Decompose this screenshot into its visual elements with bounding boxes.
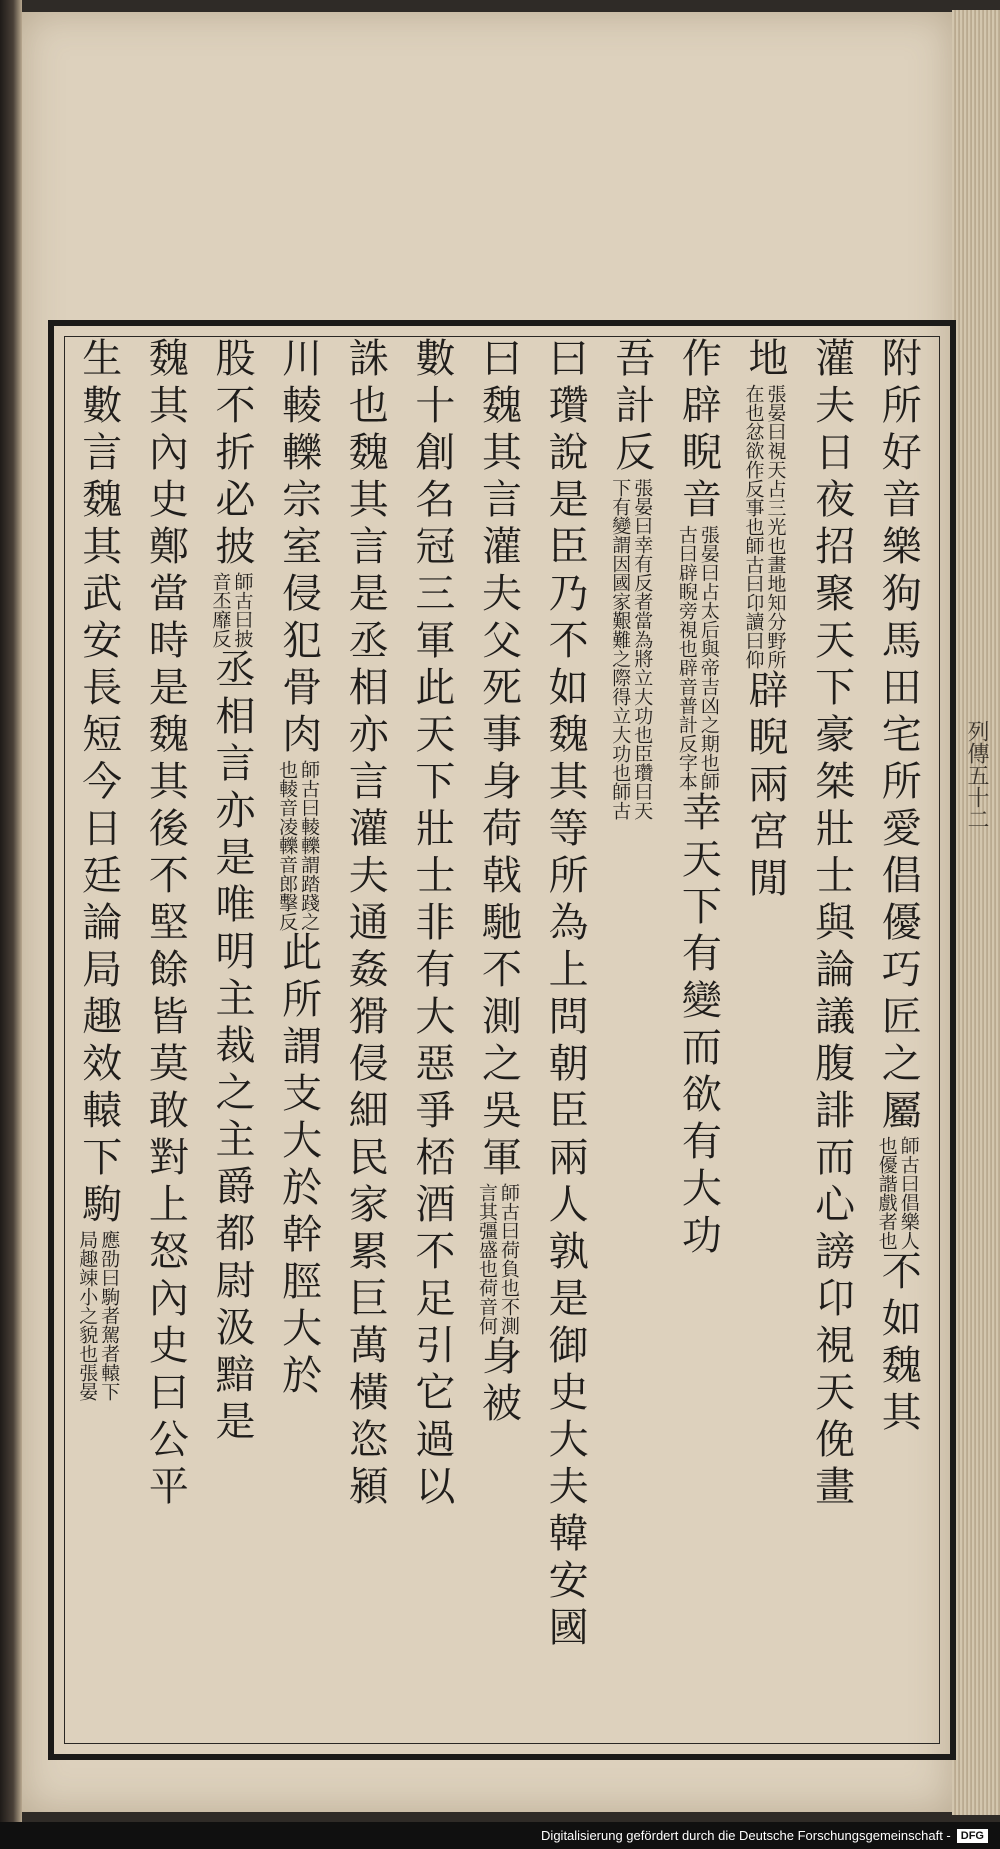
column-commentary bbox=[609, 478, 653, 820]
column-main-text-continued: 不如魏其 bbox=[875, 1250, 921, 1438]
column-main-text: 數十創名冠三軍此天下壯士非有大惡爭桮酒不足引它過以 bbox=[408, 337, 455, 1512]
column-main-text: 誅也魏其言是丞相亦言灌夫通姦猾侵細民家累巨萬橫恣潁 bbox=[342, 337, 388, 1512]
column-main-text: 川輘轢宗室侵犯骨肉 bbox=[275, 337, 322, 760]
column-main-text: 股不折必披 bbox=[209, 337, 255, 572]
text-column bbox=[808, 337, 854, 1743]
text-column bbox=[75, 337, 121, 1743]
column-main-text-continued: 幸天下有變而欲有大功 bbox=[675, 791, 721, 1261]
column-main-text: 地 bbox=[741, 337, 788, 384]
column-main-text-continued: 此所謂支大於幹脛大於 bbox=[275, 931, 322, 1401]
column-main-text-continued: 辟睨兩宮閒 bbox=[741, 669, 788, 904]
commentary-line: 也優諧戲者也 bbox=[875, 1136, 898, 1250]
column-commentary bbox=[76, 1230, 120, 1401]
commentary-line: 張晏曰幸有反者當為將立大功也臣瓚曰天 bbox=[631, 478, 654, 820]
column-commentary bbox=[676, 525, 720, 791]
text-column bbox=[608, 337, 654, 1743]
column-main-text-continued: 臣乃不如魏其等所為上問朝臣兩人孰是御史大夫韓安國 bbox=[542, 525, 588, 1653]
column-main-text: 生數言魏其武安長短今日廷論局趣效轅下駒 bbox=[75, 337, 122, 1230]
text-column bbox=[209, 337, 255, 1743]
commentary-line: 師古曰輘轢謂踏踐之 bbox=[298, 760, 321, 931]
commentary-line: 張晏曰視天占三光也畫地知分野所 bbox=[764, 384, 787, 669]
text-frame-inner bbox=[64, 336, 940, 1744]
column-main-text: 附所好音樂狗馬田宅所愛倡優巧匠之屬 bbox=[875, 337, 921, 1136]
column-main-text: 作辟睨音 bbox=[675, 337, 721, 525]
text-column bbox=[342, 337, 388, 1743]
text-column bbox=[275, 337, 321, 1743]
column-main-text: 吾計反 bbox=[608, 337, 655, 478]
commentary-line: 古曰辟睨旁視也辟音普計反字本 bbox=[675, 525, 698, 791]
commentary-line: 局趣竦小之貌也張晏 bbox=[76, 1230, 99, 1401]
column-commentary bbox=[210, 572, 254, 648]
commentary-line: 也輘音凌轢音郎擊反 bbox=[276, 760, 299, 931]
footer-bar bbox=[0, 1822, 1000, 1849]
column-main-text-continued: 丞相言亦是唯明主裁之主爵都尉汲黯是 bbox=[209, 648, 255, 1447]
footer-credit: Digitalisierung gefördert durch die Deutsche Forschungsgemeinschaft - bbox=[541, 1828, 951, 1843]
commentary-line: 師古曰荷負也不測 bbox=[498, 1183, 520, 1335]
commentary-line: 在也忿欲作反事也師古曰卬讀曰仰 bbox=[742, 384, 765, 669]
column-main-text: 曰瓚說是 bbox=[542, 337, 588, 525]
text-column bbox=[875, 337, 921, 1743]
text-column bbox=[475, 337, 521, 1743]
commentary-line: 下有變謂因國家艱難之際得立大功也師古 bbox=[609, 478, 632, 820]
commentary-line: 應劭曰駒者駕者轅下 bbox=[98, 1230, 121, 1401]
column-commentary bbox=[276, 760, 320, 931]
column-commentary bbox=[476, 1183, 520, 1335]
book-spine-edge bbox=[0, 0, 22, 1849]
text-column bbox=[142, 337, 188, 1743]
column-main-text: 灌夫日夜招聚天下豪桀壯士與論議腹誹而心謗卬視天俛畫 bbox=[808, 337, 855, 1512]
text-frame bbox=[48, 320, 956, 1760]
text-column bbox=[542, 337, 588, 1743]
column-commentary bbox=[742, 384, 786, 669]
chapter-side-mark: 列傳五十二 bbox=[964, 720, 989, 830]
commentary-line: 張晏曰占太后與帝吉凶之期也師 bbox=[697, 525, 720, 791]
commentary-line: 言其彊盛也荷音何 bbox=[476, 1183, 498, 1335]
column-main-text-continued: 身被 bbox=[475, 1335, 521, 1429]
commentary-line: 音丕靡反 bbox=[209, 572, 232, 648]
column-commentary bbox=[876, 1136, 920, 1250]
text-column bbox=[408, 337, 454, 1743]
dfg-logo: DFG bbox=[957, 1829, 988, 1843]
text-column bbox=[741, 337, 787, 1743]
page-stack-edge bbox=[952, 10, 1000, 1815]
text-column bbox=[675, 337, 721, 1743]
column-main-text: 曰魏其言灌夫父死事身荷戟馳不測之吳軍 bbox=[475, 337, 521, 1183]
commentary-line: 師古曰倡樂人 bbox=[897, 1136, 920, 1250]
column-main-text: 魏其內史鄭當時是魏其後不堅餘皆莫敢對上怒內史曰公平 bbox=[142, 337, 188, 1512]
commentary-line: 師古曰披 bbox=[231, 572, 254, 648]
